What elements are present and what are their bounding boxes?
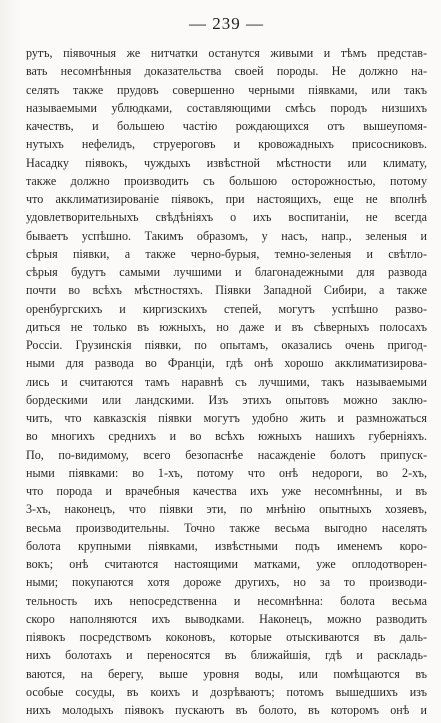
text-line: диться не только въ южныхъ, но даже и въ сѣверныхъ полосахъ <box>26 319 427 334</box>
text-line: удовлетворительныхъ свѣдѣніяхъ о ихъ воспитаніи, не всегда <box>26 210 427 225</box>
text-line: ными піявками: во 1-хъ, потому что онѣ недороги, во 2-хъ, <box>26 465 427 480</box>
text-line: что акклиматизированіе піявокъ, при настоящихъ, еще не вполнѣ <box>26 192 427 206</box>
text-line: бываетъ успѣшно. Такимъ образомъ, у насъ, напр., зеленыя и <box>26 228 427 243</box>
page-number: — 239 — <box>189 14 264 33</box>
text-line: Насадку піявокъ, чуждыхъ извѣстной мѣстности или климату, <box>26 155 427 170</box>
text-line: почти во всѣхъ мѣстностяхъ. Піявки Западной Сибири, а также <box>26 283 427 298</box>
text-line: ными для развода во Франціи, гдѣ онѣ хорошо акклиматизирова- <box>26 356 427 371</box>
text-line: что порода и врачебныя качества ихъ уже несомнѣнны, и въ <box>26 484 427 498</box>
text-line: весьма производительны. Точно также весьма выгодно населять <box>26 520 427 535</box>
text-line: называемыми ублюдками, составляющими смѣсь породъ низшихъ <box>26 100 427 115</box>
text-line: 3-хъ, наконецъ, что піявки эти, по мнѣнію опытныхъ хозяевъ, <box>26 502 427 517</box>
text-line: Россіи. Грузинскія піявки, по опытамъ, оказались очень пригод- <box>26 338 427 352</box>
text-line: сѣрыя піявки, а также черно-бурыя, темно-зеленыя и свѣтло- <box>26 246 427 261</box>
text-line: піявокъ посредствомъ коконовъ, которые отыскиваются въ даль- <box>26 630 427 644</box>
text-line: селять также прудовъ совершенно черными піявками, или такъ <box>26 82 427 97</box>
text-line: нихъ молодыхъ піявокъ пускаютъ въ болото, въ которомъ онѣ и <box>26 703 427 717</box>
text-line: болота крупными піявками, извѣстными подъ именемъ коро- <box>26 538 427 553</box>
text-line: вокъ; онѣ считаются настоящими матками, уже оплодотворен- <box>26 557 427 571</box>
text-line: рутъ, піявочныя же нитчатки останутся живыми и тѣмъ представ- <box>26 46 427 60</box>
text-line: особые сосуды, въ коихъ и дозрѣваютъ; потомъ вышедшихъ изъ <box>26 684 427 699</box>
text-line: ными; покупаются хотя дороже другихъ, но за то производи- <box>26 575 427 590</box>
text-line: сѣрыя будутъ самыми лучшими и благонадежными для развода <box>26 265 427 279</box>
text-line: скоро наполняются ихъ выводками. Наконецъ, можно разводить <box>26 611 427 626</box>
text-line: ваются, на берегу, выше уровня воды, или помѣщаются въ <box>26 666 427 681</box>
text-line: во многихъ среднихъ и во всѣхъ южныхъ нашихъ губерніяхъ. <box>26 429 427 444</box>
text-line: чить, что кавказскія піявки могутъ удобно жить и размножаться <box>26 411 427 425</box>
text-line: По, по-видимому, всего безопаснѣе насажденіе болотъ припуск- <box>26 447 427 462</box>
text-line: также должно производить съ большою осторожностью, потому <box>26 173 427 188</box>
text-line: тельность ихъ непосредственна и несомнѣнна: болота весьма <box>26 593 427 608</box>
text-line: бордескими или ландскими. Изъ этихъ опытовъ можно заклю- <box>26 392 427 407</box>
text-line: нутыхъ нефелидъ, струероговъ и кровожадныхъ присосниковъ. <box>26 137 427 152</box>
text-line: лись и считаются тамъ наравнѣ съ лучшими, такъ называемыми <box>26 374 427 389</box>
body-text <box>26 44 427 719</box>
text-line: вать несомнѣнныя доказательства своей породы. Не должно на- <box>26 64 427 79</box>
text-line: оренбургскихъ и киргизскихъ степей, могутъ успѣшно разво- <box>26 301 427 316</box>
text-line: качествъ, и большею частію рождающихся отъ вышеупомя- <box>26 119 427 133</box>
text-line: нихъ болотахъ и переносятся въ ближайшія, гдѣ и раскладь- <box>26 648 427 663</box>
